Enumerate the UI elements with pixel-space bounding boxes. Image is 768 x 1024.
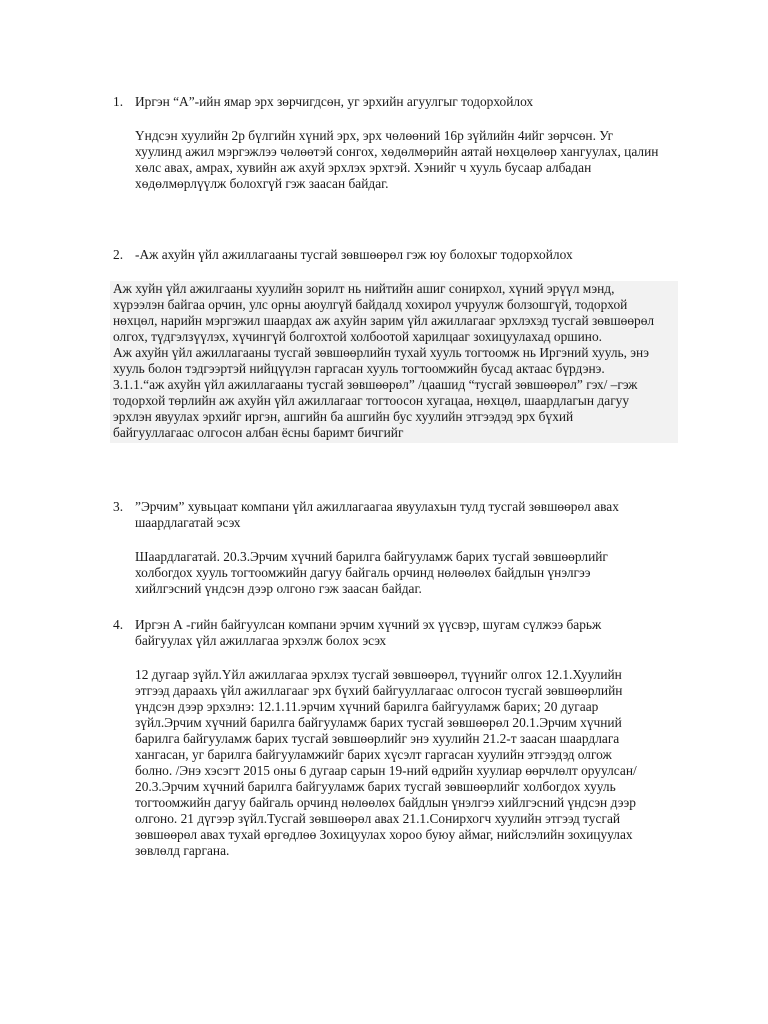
answer-line: байгууллагаас олгосон албан ёсны баримт бичгийг	[113, 425, 404, 440]
answer-line: барилга байгууламж барих тусгай зөвшөөрлийг энэ хуулийн 21.2-т заасан шаардлага	[135, 731, 620, 746]
question-line: шаардлагатай эсэх	[135, 515, 241, 530]
question-text	[135, 247, 673, 263]
question-number: 3.	[113, 499, 124, 514]
answer-4	[135, 667, 680, 859]
answer-line: этгээд дараахь үйл ажиллагааг эрх бүхий байгууллагаас олгосон тусгай зөвшөөрлийн	[135, 683, 623, 698]
answer-line: Шаардлагатай. 20.3.Эрчим хүчний барилга байгууламж барих тусгай зөвшөөрлийг	[135, 549, 608, 564]
answer-line: 20.3.Эрчим хүчний барилга байгууламж барих тусгай зөвшөөрлийг холбогдох хууль	[135, 779, 616, 794]
answer-line: хууль болон тэдгээртэй нийцүүлэн гаргасан хууль тогтоомжийн бусад актаас бүрдэнэ.	[113, 361, 605, 376]
answer-line: 3.1.1.“аж ахуйн үйл ажиллагааны тусгай зөвшөөрөл” /цаашид “тусгай зөвшөөрөл” гэх/ –гэж	[113, 377, 638, 392]
answer-line: хийлгэсний үндсэн дээр олгоно гэж заасан байдаг.	[135, 581, 422, 596]
answer-line: зүйл.Эрчим хүчний барилга байгууламж барих тусгай зөвшөөрөл 20.1.Эрчим хүчний	[135, 715, 622, 730]
question-text	[135, 499, 673, 531]
answer-line: Үндсэн хуулийн 2р бүлгийн хүний эрх, эрх чөлөөний 16р зүйлийн 4ийг зөрчсөн. Уг	[135, 128, 614, 143]
question-line: -Аж ахуйн үйл ажиллагааны тусгай зөвшөөрөл гэж юу болохыг тодорхойлох	[135, 247, 573, 262]
answer-line: холбогдох хууль тогтоомжийн дагуу байгаль орчинд нөлөөлөх байдлын үнэлгээ	[135, 565, 591, 580]
question-4	[113, 617, 673, 649]
answer-2-highlighted	[110, 281, 678, 443]
answer-1	[135, 128, 680, 192]
question-2	[113, 247, 673, 263]
answer-line: хөлс авах, амрах, хувийн аж ахуй эрхлэх эрхтэй. Хэнийг ч хууль бусаар албадан	[135, 160, 592, 175]
answer-line: олгоно. 21 дүгээр зүйл.Тусгай зөвшөөрөл авах 21.1.Сонирхогч хуулийн этгээд тусгай	[135, 811, 621, 826]
answer-line: эрхлэн явуулах эрхийг иргэн, ашгийн ба ашгийн бус хуулийн этгээдэд эрх бүхий	[113, 409, 574, 424]
answer-line: болно. /Энэ хэсэгт 2015 оны 6 дугаар сарын 19-ний өдрийн хуулиар өөрчлөлт оруулсан/	[135, 763, 637, 778]
question-3	[113, 499, 673, 531]
answer-line: тогтоомжийн дагуу байгаль орчинд нөлөөлөх байдлын үнэлгээ хийлгэсний үндсэн дээр	[135, 795, 636, 810]
question-number: 4.	[113, 617, 124, 632]
question-text	[135, 617, 673, 649]
answer-line: хөдөлмөрлүүлж болохгүй гэж заасан байдаг.	[135, 176, 389, 191]
question-1	[113, 94, 673, 110]
answer-3	[135, 549, 680, 597]
question-line: Иргэн А -гийн байгуулсан компани эрчим хүчний эх үүсвэр, шугам сүлжээ барьж	[135, 617, 602, 632]
question-number: 1.	[113, 94, 124, 109]
answer-line: хангасан, уг барилга байгууламжийг барих хүсэлт гаргасан хуулийн этгээдэд олгож	[135, 747, 612, 762]
answer-line: Аж хуйн үйл ажилгааны хуулийн зорилт нь нийтийн ашиг сонирхол, хүний эрүүл мэнд,	[113, 281, 615, 296]
question-line: байгуулах үйл ажиллагаа эрхэлж болох эсэх	[135, 633, 387, 648]
answer-line: Аж ахуйн үйл ажиллагааны тусгай зөвшөөрлийн тухай хууль тогтоомж нь Иргэний хууль, энэ	[113, 345, 649, 360]
answer-line: зөвлөлд гаргана.	[135, 843, 230, 858]
question-line: Иргэн “А”-ийн ямар эрх зөрчигдсөн, уг эрхийн агуулгыг тодорхойлох	[135, 94, 534, 109]
answer-line: нөхцөл, нарийн мэргэжил шаардах аж ахуйн зарим үйл ажиллагааг эрхлэхэд тусгай зөвшөөрөл	[113, 313, 655, 328]
question-line: ”Эрчим” хувьцаат компани үйл ажиллагаагаа явуулахын тулд тусгай зөвшөөрөл авах	[135, 499, 619, 514]
question-text	[135, 94, 673, 110]
answer-line: тодорхой төрлийн аж ахуйн үйл ажиллагааг тогтоосон хугацаа, нөхцөл, шаардлагын дагуу	[113, 393, 630, 408]
answer-line: хүрээлэн байгаа орчин, улс орны аюулгүй байдалд хохирол учруулж болзошгүй, тодорхой	[113, 297, 628, 312]
question-number: 2.	[113, 247, 124, 262]
answer-line: хуулинд ажил мэргэжлээ чөлөөтэй сонгох, хөдөлмөрийн аятай нөхцөлөөр хангуулах, цалин	[135, 144, 659, 159]
answer-line: үндсэн дээр эрхэлнэ: 12.1.11.эрчим хүчний барилга байгууламж барих; 20 дугаар	[135, 699, 599, 714]
answer-line: зөвшөөрөл авах тухай өргөдлөө Зохицуулах хороо буюу аймаг, нийслэлийн зохицуулах	[135, 827, 633, 842]
answer-line: 12 дугаар зүйл.Үйл ажиллагаа эрхлэх тусгай зөвшөөрөл, түүнийг олгох 12.1.Хуулийн	[135, 667, 622, 682]
answer-line: олгох, түдгэлзүүлэх, хүчингүй болгохтой холбоотой харилцааг зохицуулахад оршино.	[113, 329, 602, 344]
